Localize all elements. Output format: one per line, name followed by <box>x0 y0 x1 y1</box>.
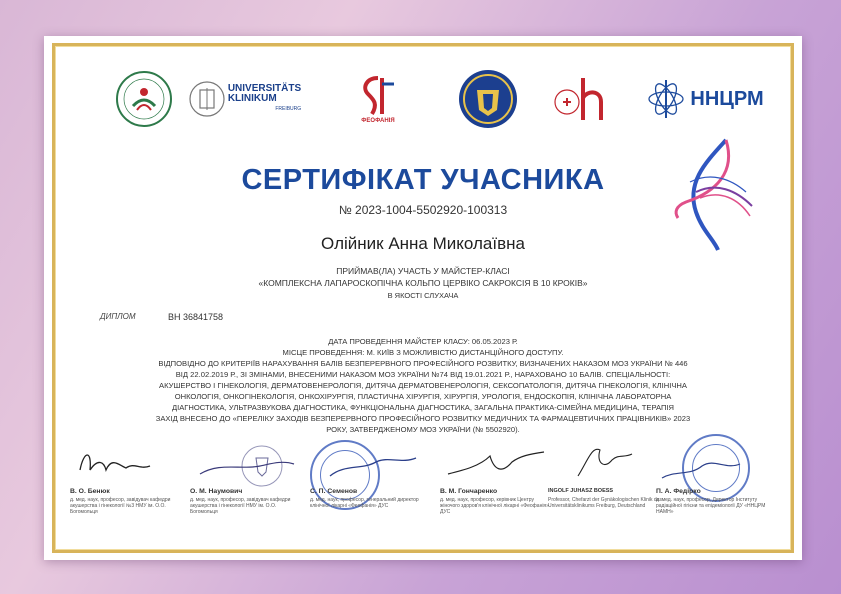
certificate-title: СЕРТИФІКАТ УЧАСНИКА <box>241 164 605 196</box>
handwritten-signature <box>548 440 648 486</box>
diploma-value: ВН 36841758 <box>168 312 224 322</box>
signer-name: П. А. Федірко <box>656 488 701 495</box>
association-logo <box>112 69 176 129</box>
details-line: АКУШЕРСТВО І ГІНЕКОЛОГІЯ, ДЕРМАТОВЕНЕРОЛОГІЯ, ДИТЯЧА ДЕРМАТОВЕНЕРОЛОГІЯ, СЕКСОПАТОЛОГІЯ, ДИТЯЧА ГІНЕКОЛОГІЯ, КЛІНІЧНА <box>159 381 687 390</box>
details-line: ВІД 22.02.2019 Р., ЗІ ЗМІНАМИ, ВНЕСЕНИМИ НАКАЗОМ МОЗ УКРАЇНИ №74 ВІД 19.01.2021 Р., НАРАХОВАНО 10 БАЛІВ. СПЕЦІАЛЬНОСТІ: <box>175 370 671 379</box>
role-line: В ЯКОСТІ СЛУХАЧА <box>387 291 459 300</box>
signer-name: О. М. Наумович <box>190 488 243 495</box>
details-line: МІСЦЕ ПРОВЕДЕННЯ: М. КИЇВ З МОЖЛИВІСТЮ ДИСТАНЦІЙНОГО ДОСТУПУ. <box>282 348 564 357</box>
uklinikum-freiburg-logo <box>184 69 306 129</box>
stamp-and-signature <box>190 440 300 488</box>
handwritten-signature <box>310 440 420 484</box>
details-line: РОКУ, ЗАТВЕРДЖЕНОМУ МОЗ УКРАЇНИ (№ 5502920). <box>326 425 520 434</box>
certificate-paper <box>44 36 802 560</box>
signature-block <box>310 440 425 526</box>
signature-block <box>548 440 663 526</box>
center-logo <box>544 69 614 129</box>
participation-line: ПРИЙМАВ(ЛА) УЧАСТЬ У МАЙСТЕР-КЛАСІ <box>336 266 510 276</box>
nncrm-text: ННЦРМ <box>690 87 764 110</box>
signature-block <box>440 440 555 526</box>
signer-role: д. мед. наук, професор, Директор Інституту радіаційної гігієни та епідеміології ДУ «ННЦРМ НАМН» <box>656 497 766 515</box>
signer-role: д. мед. наук, професор, генеральний директор клінічної лікарні «Феофанія» ДУС <box>310 497 419 509</box>
signer-name: INGOLF JUHASZ BOESS <box>548 488 614 494</box>
details-line: ОНКОЛОГІЯ, ОНКОГІНЕКОЛОГІЯ, ОНКОХІРУРГІЯ, ПЛАСТИЧНА ХІРУРГІЯ, ХІРУРГІЯ, УРОЛОГІЯ, ЕНДОСКОПІЯ, КЛІНІЧНА ЛАБОРАТОРНА <box>174 392 672 401</box>
signature-block <box>656 440 771 526</box>
uklinikum-text1: UNIVERSITÄTS <box>227 83 302 94</box>
details-line: ЗАХІД ВНЕСЕНО ДО «ПЕРЕЛІКУ ЗАХОДІВ БЕЗПЕРЕРВНОГО ПРОФЕСІЙНОГО РОЗВИТКУ МЕДИЧНИХ ТА ФАРМАЦЕВТИЧНИХ ПРАЦІВНИКІВ» 2023 <box>155 414 691 423</box>
participant-name: Олійник Анна Миколаївна <box>321 234 525 253</box>
signer-name: В. М. Гончаренко <box>440 488 498 495</box>
university-crest-logo <box>454 69 522 129</box>
signer-role: д. мед. наук, професор, завідувач кафедри акушерства і гінекології №3 НМУ ім. О.О. Богомольця <box>70 497 171 515</box>
diploma-label: ДИПЛОМ <box>100 312 136 321</box>
details-line: ВІДПОВІДНО ДО КРИТЕРІЇВ НАРАХУВАННЯ БАЛІВ БЕЗПЕРЕРВНОГО ПРОФЕСІЙНОГО РОЗВИТКУ, ВИЗНАЧЕНИХ НАКАЗОМ МОЗ УКРАЇНИ № 446 <box>158 359 688 368</box>
uklinikum-text2: KLINIKUM <box>227 93 277 104</box>
handwritten-signature <box>440 440 550 486</box>
signer-role: Professor, Chefarzt der Gynäkologischen Klinik des Universitätsklinikums Freiburg, Deutschland <box>548 497 662 509</box>
nncrm-logo <box>640 69 770 129</box>
signature-block <box>190 440 305 526</box>
signer-name: С. П. Семенов <box>310 488 358 495</box>
feofania-logo <box>328 69 428 129</box>
uklinikum-text3: FREIBURG <box>275 106 302 112</box>
details-block <box>84 336 762 435</box>
signer-name: В. О. Бенюк <box>70 488 110 495</box>
certificate-number: № 2023-1004-5502920-100313 <box>338 203 508 217</box>
handwritten-signature <box>70 440 160 484</box>
signature-block <box>70 440 185 526</box>
handwritten-signature <box>656 440 766 486</box>
feofania-text: ФЕОФАНІЯ <box>361 118 395 124</box>
signer-role: д. мед. наук, професор, завідувач кафедри акушерства і гінекології НМУ ім. О.О. Богомольця <box>190 497 291 515</box>
signer-role: д. мед. наук, професор, керівник Центру жіночого здоров'я клінічної лікарні «Феофанія» ДУС <box>440 497 549 515</box>
masterclass-title: «КОМПЛЕКСНА ЛАПАРОСКОПІЧНА КОЛЬПО ЦЕРВІКО САКРОКСІЯ В 10 КРОКІВ» <box>258 278 588 288</box>
details-line: ДАТА ПРОВЕДЕННЯ МАЙСТЕР КЛАСУ: 06.05.2023 Р. <box>328 337 518 346</box>
details-line: ДІАГНОСТИКА, УЛЬТРАЗВУКОВА ДІАГНОСТИКА, ФУНКЦІОНАЛЬНА ДІАГНОСТИКА, ЗАГАЛЬНА ПРАКТИКА-СІМЕЙНА МЕДИЦИНА, ТЕРАПІЯ <box>171 403 675 412</box>
